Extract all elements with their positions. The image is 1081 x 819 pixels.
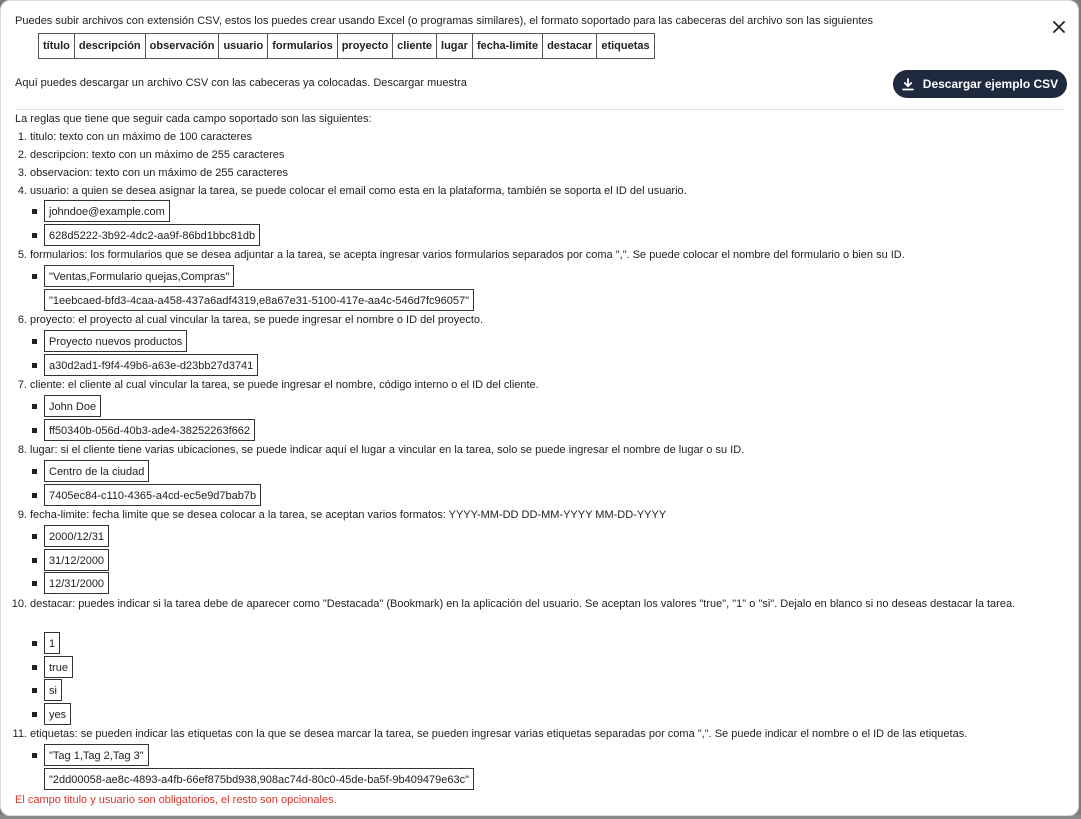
rule-text: etiquetas: se pueden indicar las etiquetas con la que se desea marcar la tarea, se pueden ingresar varias etiquetas separadas por coma ",". Se puede indicar el nombre o el ID de las etiquetas. (30, 728, 968, 740)
rule-text: cliente: el cliente al cual vincular la tarea, se puede ingresar el nombre, código interno o el ID del cliente. (30, 379, 539, 391)
rule-number: 9. (17, 509, 27, 521)
bullet (32, 665, 37, 670)
example-value: "2dd00058-ae8c-4893-a4fb-66ef875bd938,908ac74d-80c0-45de-ba5f-9b409479e63c" (44, 768, 474, 790)
header-cell: título (38, 33, 75, 59)
rule-text: destacar: puedes indicar si la tarea debe de aparecer como "Destacada" (Bookmark) en la aplicación del usuario. Se aceptan los valores "true", "1" o "si". Dejalo en blanco si no deseas destacar la tarea. (30, 598, 1016, 610)
header-cell: observación (145, 33, 220, 59)
download-button-label: Descargar ejemplo CSV (922, 77, 1059, 91)
bullet (32, 534, 37, 539)
rule-number: 6. (17, 314, 27, 326)
bullet (32, 493, 37, 498)
bullet (32, 404, 37, 409)
example-value: si (44, 679, 62, 701)
rule-number: 11. (12, 728, 27, 740)
rule-text: formularios: los formularios que se desea adjuntar a la tarea, se acepta ingresar varios formularios separados por coma ",". Se puede colocar el nombre del formulario o bien su ID. (30, 249, 905, 261)
divider (15, 109, 1064, 110)
rule-text: usuario: a quien se desea asignar la tarea, se puede colocar el email como esta en la plataforma, también se soporta el ID del usuario. (30, 185, 687, 197)
bullet (32, 688, 37, 693)
intro-text: Puedes subir archivos con extensión CSV, estos los puedes crear usando Excel (o programas similares), el formato soportado para las cabeceras del archivo son las siguientes (15, 15, 874, 27)
example-value: 12/31/2000 (44, 572, 109, 594)
header-cell: destacar (542, 33, 597, 59)
example-value: yes (44, 703, 71, 725)
example-value: a30d2ad1-f9f4-49b6-a63e-d23bb27d3741 (44, 354, 258, 376)
example-value: 628d5222-3b92-4dc2-aa9f-86bd1bbc81db (44, 224, 260, 246)
rules-title: La reglas que tiene que seguir cada campo soportado son las siguientes: (15, 113, 372, 125)
rule-text: lugar: si el cliente tiene varias ubicaciones, se puede indicar aquí el lugar a vincular en la tarea, solo se puede ingresar el nombre de lugar o su ID. (30, 444, 745, 456)
bullet (32, 274, 37, 279)
bullet (32, 209, 37, 214)
rule-text: titulo: texto con un máximo de 100 caracteres (30, 131, 252, 143)
close-button[interactable] (1049, 17, 1069, 37)
header-cell: fecha-limite (472, 33, 543, 59)
header-cell: lugar (436, 33, 473, 59)
csv-headers-table (38, 33, 654, 59)
download-sample-text: Aquí puedes descargar un archivo CSV con las cabeceras ya colocadas. Descargar muestra (15, 77, 467, 89)
example-value: Proyecto nuevos productos (44, 330, 187, 352)
rule-number: 10. (11, 598, 27, 610)
rule-number: 4. (17, 185, 27, 197)
example-value: johndoe@example.com (44, 200, 170, 222)
bullet (32, 363, 37, 368)
example-value: 7405ec84-c110-4365-a4cd-ec5e9d7bab7b (44, 484, 261, 506)
example-value: true (44, 656, 73, 678)
required-fields-note: El campo titulo y usuario son obligatorios, el resto son opcionales. (15, 794, 337, 806)
header-cell: formularios (267, 33, 338, 59)
header-cell: usuario (218, 33, 268, 59)
rule-number: 3. (17, 167, 27, 179)
example-value: ff50340b-056d-40b3-ade4-38252263f662 (44, 419, 255, 441)
rule-text: descripcion: texto con un máximo de 255 caracteres (30, 149, 285, 161)
example-value: 31/12/2000 (44, 549, 109, 571)
header-cell: proyecto (337, 33, 393, 59)
bullet (32, 641, 37, 646)
example-value: 2000/12/31 (44, 525, 109, 547)
bullet (32, 469, 37, 474)
rule-number: 8. (17, 444, 27, 456)
bullet (32, 558, 37, 563)
example-value: "Tag 1,Tag 2,Tag 3" (44, 744, 149, 766)
download-icon (902, 78, 914, 91)
close-icon (1053, 21, 1065, 33)
rule-text: proyecto: el proyecto al cual vincular la tarea, se puede ingresar el nombre o ID del proyecto. (30, 314, 484, 326)
example-value: "Ventas,Formulario quejas,Compras" (44, 265, 234, 287)
example-value: Centro de la ciudad (44, 460, 149, 482)
header-cell: etiquetas (596, 33, 654, 59)
bullet (32, 428, 37, 433)
bullet (32, 339, 37, 344)
example-value: 1 (44, 632, 60, 654)
rule-number: 2. (17, 149, 27, 161)
download-example-csv-button[interactable] (893, 70, 1067, 98)
rule-number: 5. (17, 249, 27, 261)
rule-number: 1. (17, 131, 27, 143)
rule-number: 7. (17, 379, 27, 391)
bullet (32, 233, 37, 238)
bullet (32, 712, 37, 717)
bullet (32, 753, 37, 758)
rule-text: observacion: texto con un máximo de 255 caracteres (30, 167, 289, 179)
bullet (32, 581, 37, 586)
rule-text: fecha-limite: fecha limite que se desea colocar a la tarea, se aceptan varios formatos: YYYY-MM-DD DD-MM-YYYY MM-DD-YYYY (30, 509, 667, 521)
header-cell: cliente (392, 33, 437, 59)
header-cell: descripción (74, 33, 146, 59)
example-value: John Doe (44, 395, 101, 417)
example-value: "1eebcaed-bfd3-4caa-a458-437a6adf4319,e8a67e31-5100-417e-aa4c-546d7fc96057" (44, 289, 474, 311)
